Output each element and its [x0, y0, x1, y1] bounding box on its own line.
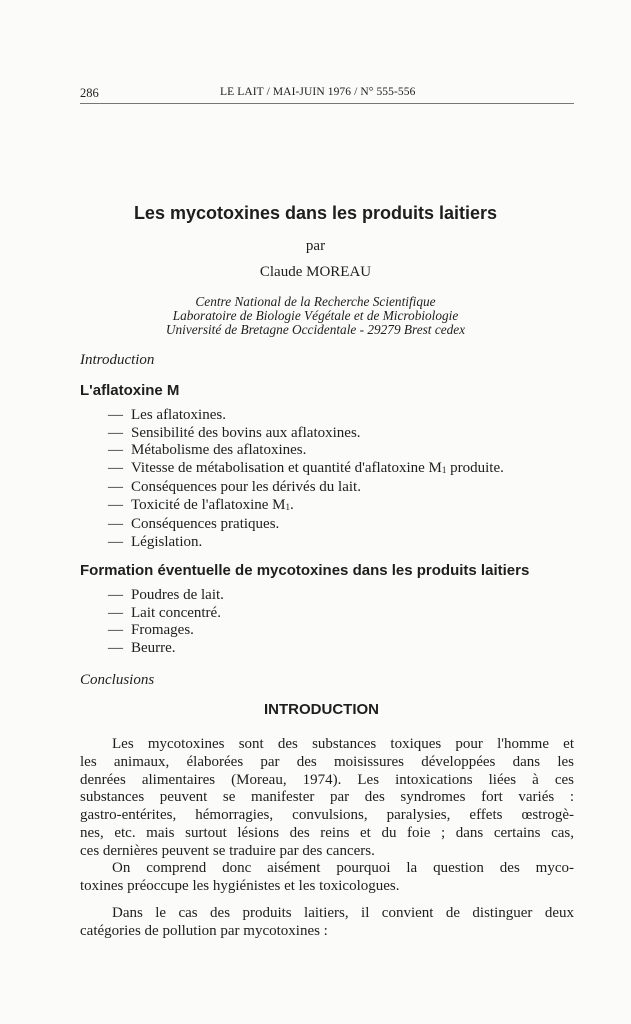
outline-item — [108, 497, 504, 517]
paragraph-line: On comprend donc aisément pourquoi la question des myco- — [112, 860, 574, 876]
outline-section-heading: Formation éventuelle de mycotoxines dans les produits laitiers — [80, 562, 530, 579]
paragraph-line: gastro-entérites, hémorragies, convulsions, paralysies, effets œstrogè- — [80, 807, 574, 824]
affiliation-line: Université de Bretagne Occidentale - 29279 Brest cedex — [165, 322, 466, 337]
dash-marker: — — [108, 622, 123, 638]
outline-item — [108, 407, 504, 425]
outline-item — [108, 442, 504, 460]
outline-item-text: Législation. — [131, 533, 203, 550]
outline-item-text: Conséquences pratiques. — [131, 516, 280, 532]
dash-marker: — — [108, 604, 123, 621]
body-paragraph — [80, 905, 574, 941]
outline-item-text: Fromages. — [131, 622, 194, 638]
outline-item — [108, 516, 504, 534]
byline: par — [305, 238, 326, 254]
paragraph-line: toxines préoccupe les hygiénistes et les toxicologues. — [80, 877, 400, 894]
outline-item-text: Conséquences pour les dérivés du lait. — [131, 479, 361, 495]
journal-reference: LE LAIT / MAI-JUIN 1976 / N° 555-556 — [220, 86, 416, 98]
article-title: Les mycotoxines dans les produits laitiers — [133, 203, 498, 223]
dash-marker: — — [108, 424, 123, 441]
body-paragraph — [80, 860, 574, 896]
paragraph-line: nes, etc. mais surtout lésions des reins et du foie ; dans certains cas, — [80, 824, 574, 841]
page-number: 286 — [80, 86, 99, 100]
dash-marker: — — [108, 442, 123, 458]
outline-item-text: Poudres de lait. — [131, 587, 224, 603]
paragraph-line: Dans le cas des produits laitiers, il convient de distinguer deux — [112, 905, 574, 921]
dash-marker: — — [108, 587, 123, 603]
paragraph-line: ces dernières peuvent se traduire par des cancers. — [80, 842, 375, 859]
running-header — [80, 86, 574, 104]
outline-item-text: Les aflatoxines. — [131, 407, 226, 423]
outline-item-text: Métabolisme des aflatoxines. — [131, 442, 307, 458]
outline-item — [108, 460, 504, 480]
dash-marker: — — [108, 479, 123, 495]
outline-item — [108, 640, 224, 658]
outline-item — [108, 622, 224, 640]
dash-marker: — — [108, 516, 123, 532]
outline-item-text: Toxicité de l'aflatoxine M — [131, 496, 286, 513]
outline-section-heading: L'aflatoxine M — [80, 382, 180, 399]
outline-list — [108, 587, 224, 657]
outline-item-text-end: . — [290, 496, 294, 513]
section-heading: INTRODUCTION — [264, 701, 379, 718]
outline-item — [108, 534, 504, 552]
outline-item-text: Lait concentré. — [131, 604, 221, 621]
affiliation-line: Laboratoire de Biologie Végétale et de Microbiologie — [172, 308, 459, 323]
outline-introduction: Introduction — [80, 352, 155, 368]
outline-item-text: Vitesse de métabolisation et quantité d'aflatoxine M — [131, 459, 442, 476]
outline-item — [108, 425, 504, 443]
dash-marker: — — [108, 459, 123, 476]
outline-conclusions: Conclusions — [80, 672, 155, 688]
subscript: 1 — [441, 464, 447, 475]
outline-item-text-end: produite. — [446, 459, 504, 476]
subscript: 1 — [285, 501, 291, 512]
affiliation-line: Centre National de la Recherche Scientifique — [195, 294, 436, 309]
dash-marker: — — [108, 639, 123, 656]
dash-marker: — — [108, 533, 123, 550]
outline-list — [108, 407, 504, 551]
outline-item — [108, 587, 224, 605]
body-paragraph — [80, 736, 574, 861]
header-rule — [80, 103, 574, 104]
dash-marker: — — [108, 407, 123, 423]
paragraph-line: catégories de pollution par mycotoxines : — [80, 922, 328, 939]
outline-item-text: Sensibilité des bovins aux aflatoxines. — [131, 424, 361, 441]
dash-marker: — — [108, 496, 123, 513]
outline-item-text: Beurre. — [131, 639, 176, 656]
outline-item — [108, 605, 224, 623]
paragraph-line: les animaux, élaborées par des moisissures développées dans les — [80, 753, 574, 770]
author-name: Claude MOREAU — [259, 264, 372, 280]
paragraph-line: Les mycotoxines sont des substances toxiques pour l'homme et — [112, 736, 574, 752]
paragraph-line: denrées alimentaires (Moreau, 1974). Les intoxications liées à ces — [80, 771, 574, 788]
paragraph-line: substances peuvent se manifester par des syndromes fort variés : — [80, 789, 574, 806]
outline-item — [108, 479, 504, 497]
